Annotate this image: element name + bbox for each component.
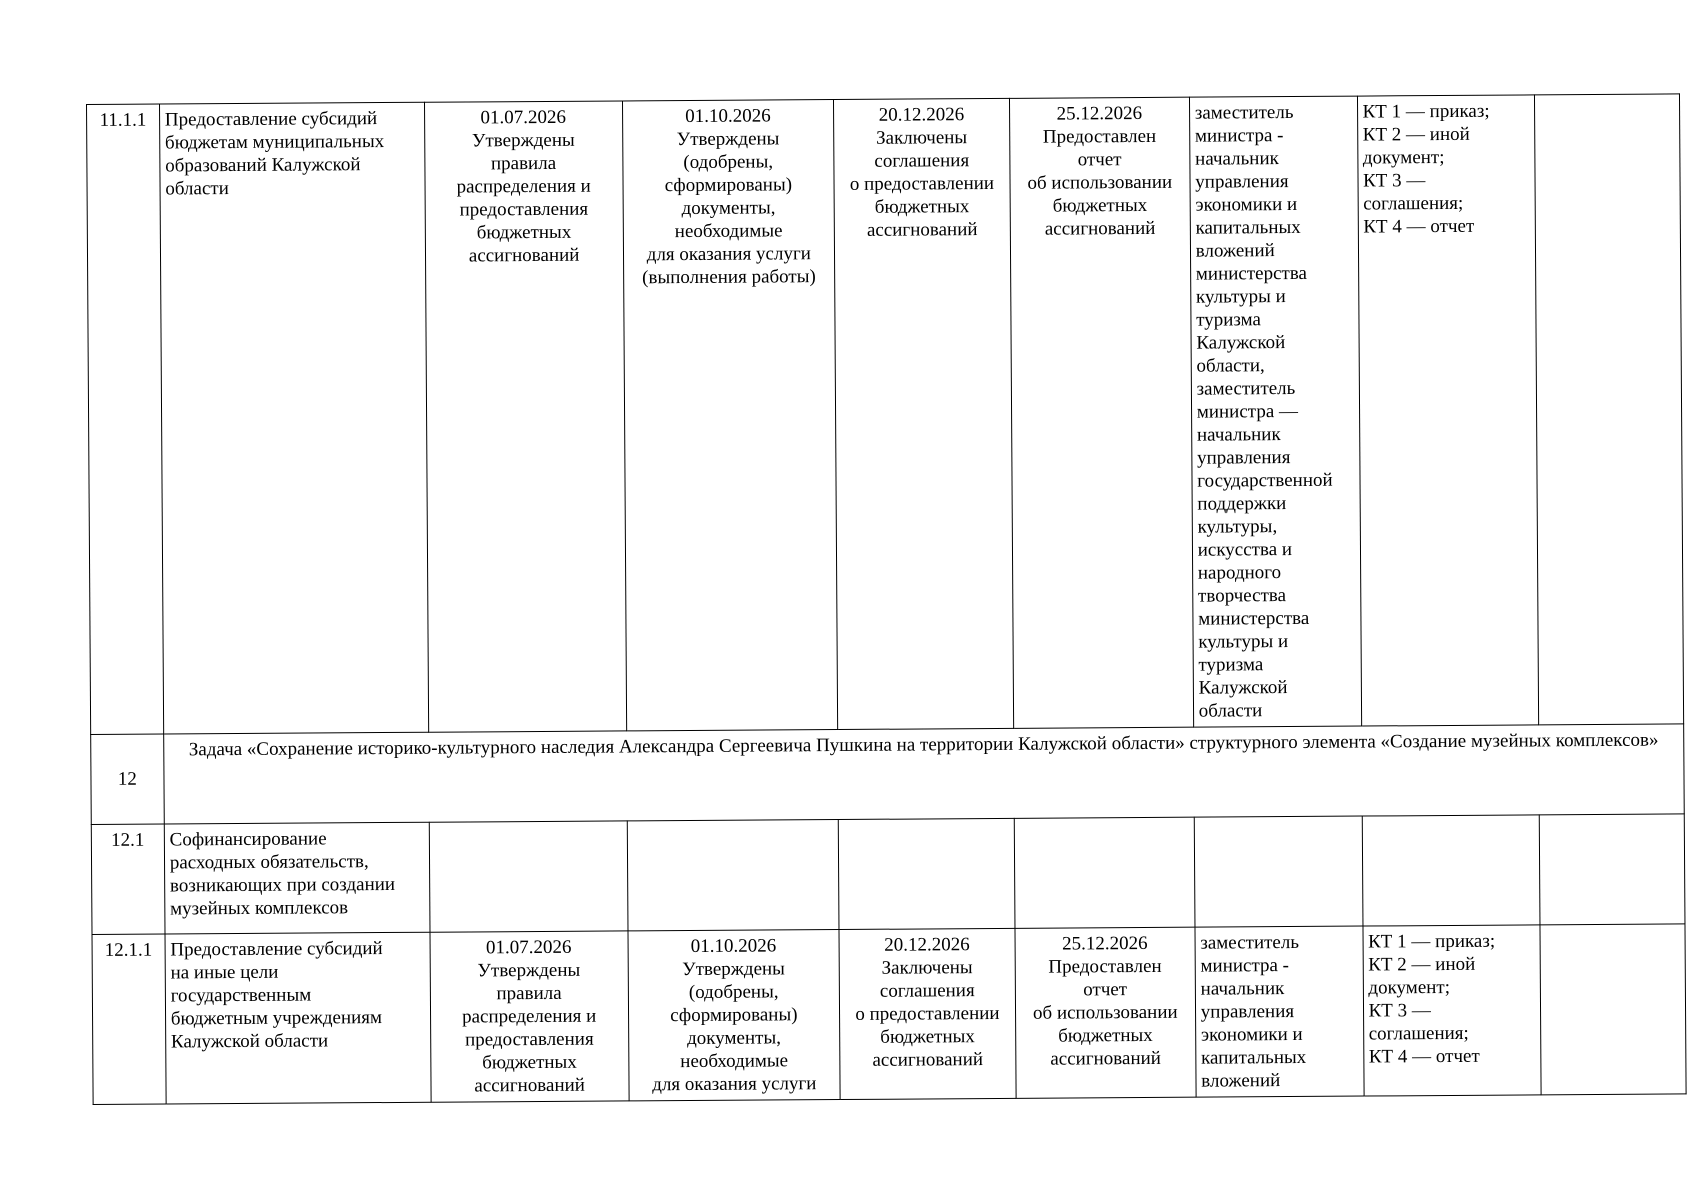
control-point-4-cell: 25.12.2026 Предоставлен отчет об использовании бюджетных ассигнований — [1015, 927, 1196, 1098]
control-points-table — [86, 93, 1687, 1105]
empty-cell — [838, 818, 1015, 929]
control-point-1-cell: 01.07.2026 Утверждены правила распределения и предоставления бюджетных ассигнований — [430, 931, 629, 1102]
empty-cell — [1194, 816, 1363, 927]
row-number: 12.1.1 — [92, 934, 166, 1104]
documents-cell: КТ 1 — приказ; КТ 2 — иной документ; КТ 3 — соглашения; КТ 4 — отчет — [1357, 95, 1539, 726]
task-row — [91, 724, 1685, 825]
responsible-cell: заместитель министра - начальник управления экономики и капитальных вложений — [1195, 926, 1364, 1097]
event-name-cell: Софинансирование расходных обязательств, возникающих при создании музейных комплексов — [164, 822, 430, 934]
table-row — [92, 924, 1686, 1105]
task-title: Задача «Сохранение историко-культурного наследия Александра Сергеевича Пушкина на территории Калужской области» структурного элемента «Создание музейных комплексов» — [163, 724, 1684, 824]
event-name-cell: Предоставление субсидий на иные цели государственным бюджетным учреждениям Калужской области — [165, 932, 431, 1104]
table-row — [91, 814, 1685, 935]
control-point-1-cell: 01.07.2026 Утверждены правила распределения и предоставления бюджетных ассигнований — [424, 101, 626, 732]
row-number: 12.1 — [91, 824, 164, 934]
event-name-cell: Предоставление субсидий бюджетам муниципальных образований Калужской области — [159, 102, 428, 734]
control-point-4-cell: 25.12.2026 Предоставлен отчет об использовании бюджетных ассигнований — [1009, 97, 1193, 728]
responsible-cell: заместитель министра - начальник управления экономики и капитальных вложений министерства культуры и туризма Калужской области, заместитель министра — начальник управления государственной поддержки культуры, искусства и народного творчества министерства культуры и туризма Калужской области — [1189, 96, 1361, 727]
control-point-2-cell: 01.10.2026 Утверждены (одобрены, сформированы) документы, необходимые для оказания услуги — [628, 930, 840, 1101]
control-point-2-cell: 01.10.2026 Утверждены (одобрены, сформированы) документы, необходимые для оказания услуги (выполнения работы) — [622, 100, 837, 731]
control-point-3-cell: 20.12.2026 Заключены соглашения о предоставлении бюджетных ассигнований — [833, 98, 1013, 729]
control-point-3-cell: 20.12.2026 Заключены соглашения о предоставлении бюджетных ассигнований — [839, 928, 1016, 1099]
empty-cell — [1535, 94, 1684, 725]
empty-cell — [1540, 924, 1686, 1095]
empty-cell — [627, 820, 839, 931]
row-number: 11.1.1 — [87, 104, 164, 734]
empty-cell — [1014, 817, 1195, 928]
row-number: 12 — [91, 734, 164, 824]
table-row — [87, 94, 1684, 735]
empty-cell — [1362, 815, 1541, 926]
documents-cell: КТ 1 — приказ; КТ 2 — иной документ; КТ 3 — соглашения; КТ 4 — отчет — [1362, 925, 1541, 1096]
empty-cell — [429, 821, 628, 932]
empty-cell — [1540, 814, 1685, 925]
